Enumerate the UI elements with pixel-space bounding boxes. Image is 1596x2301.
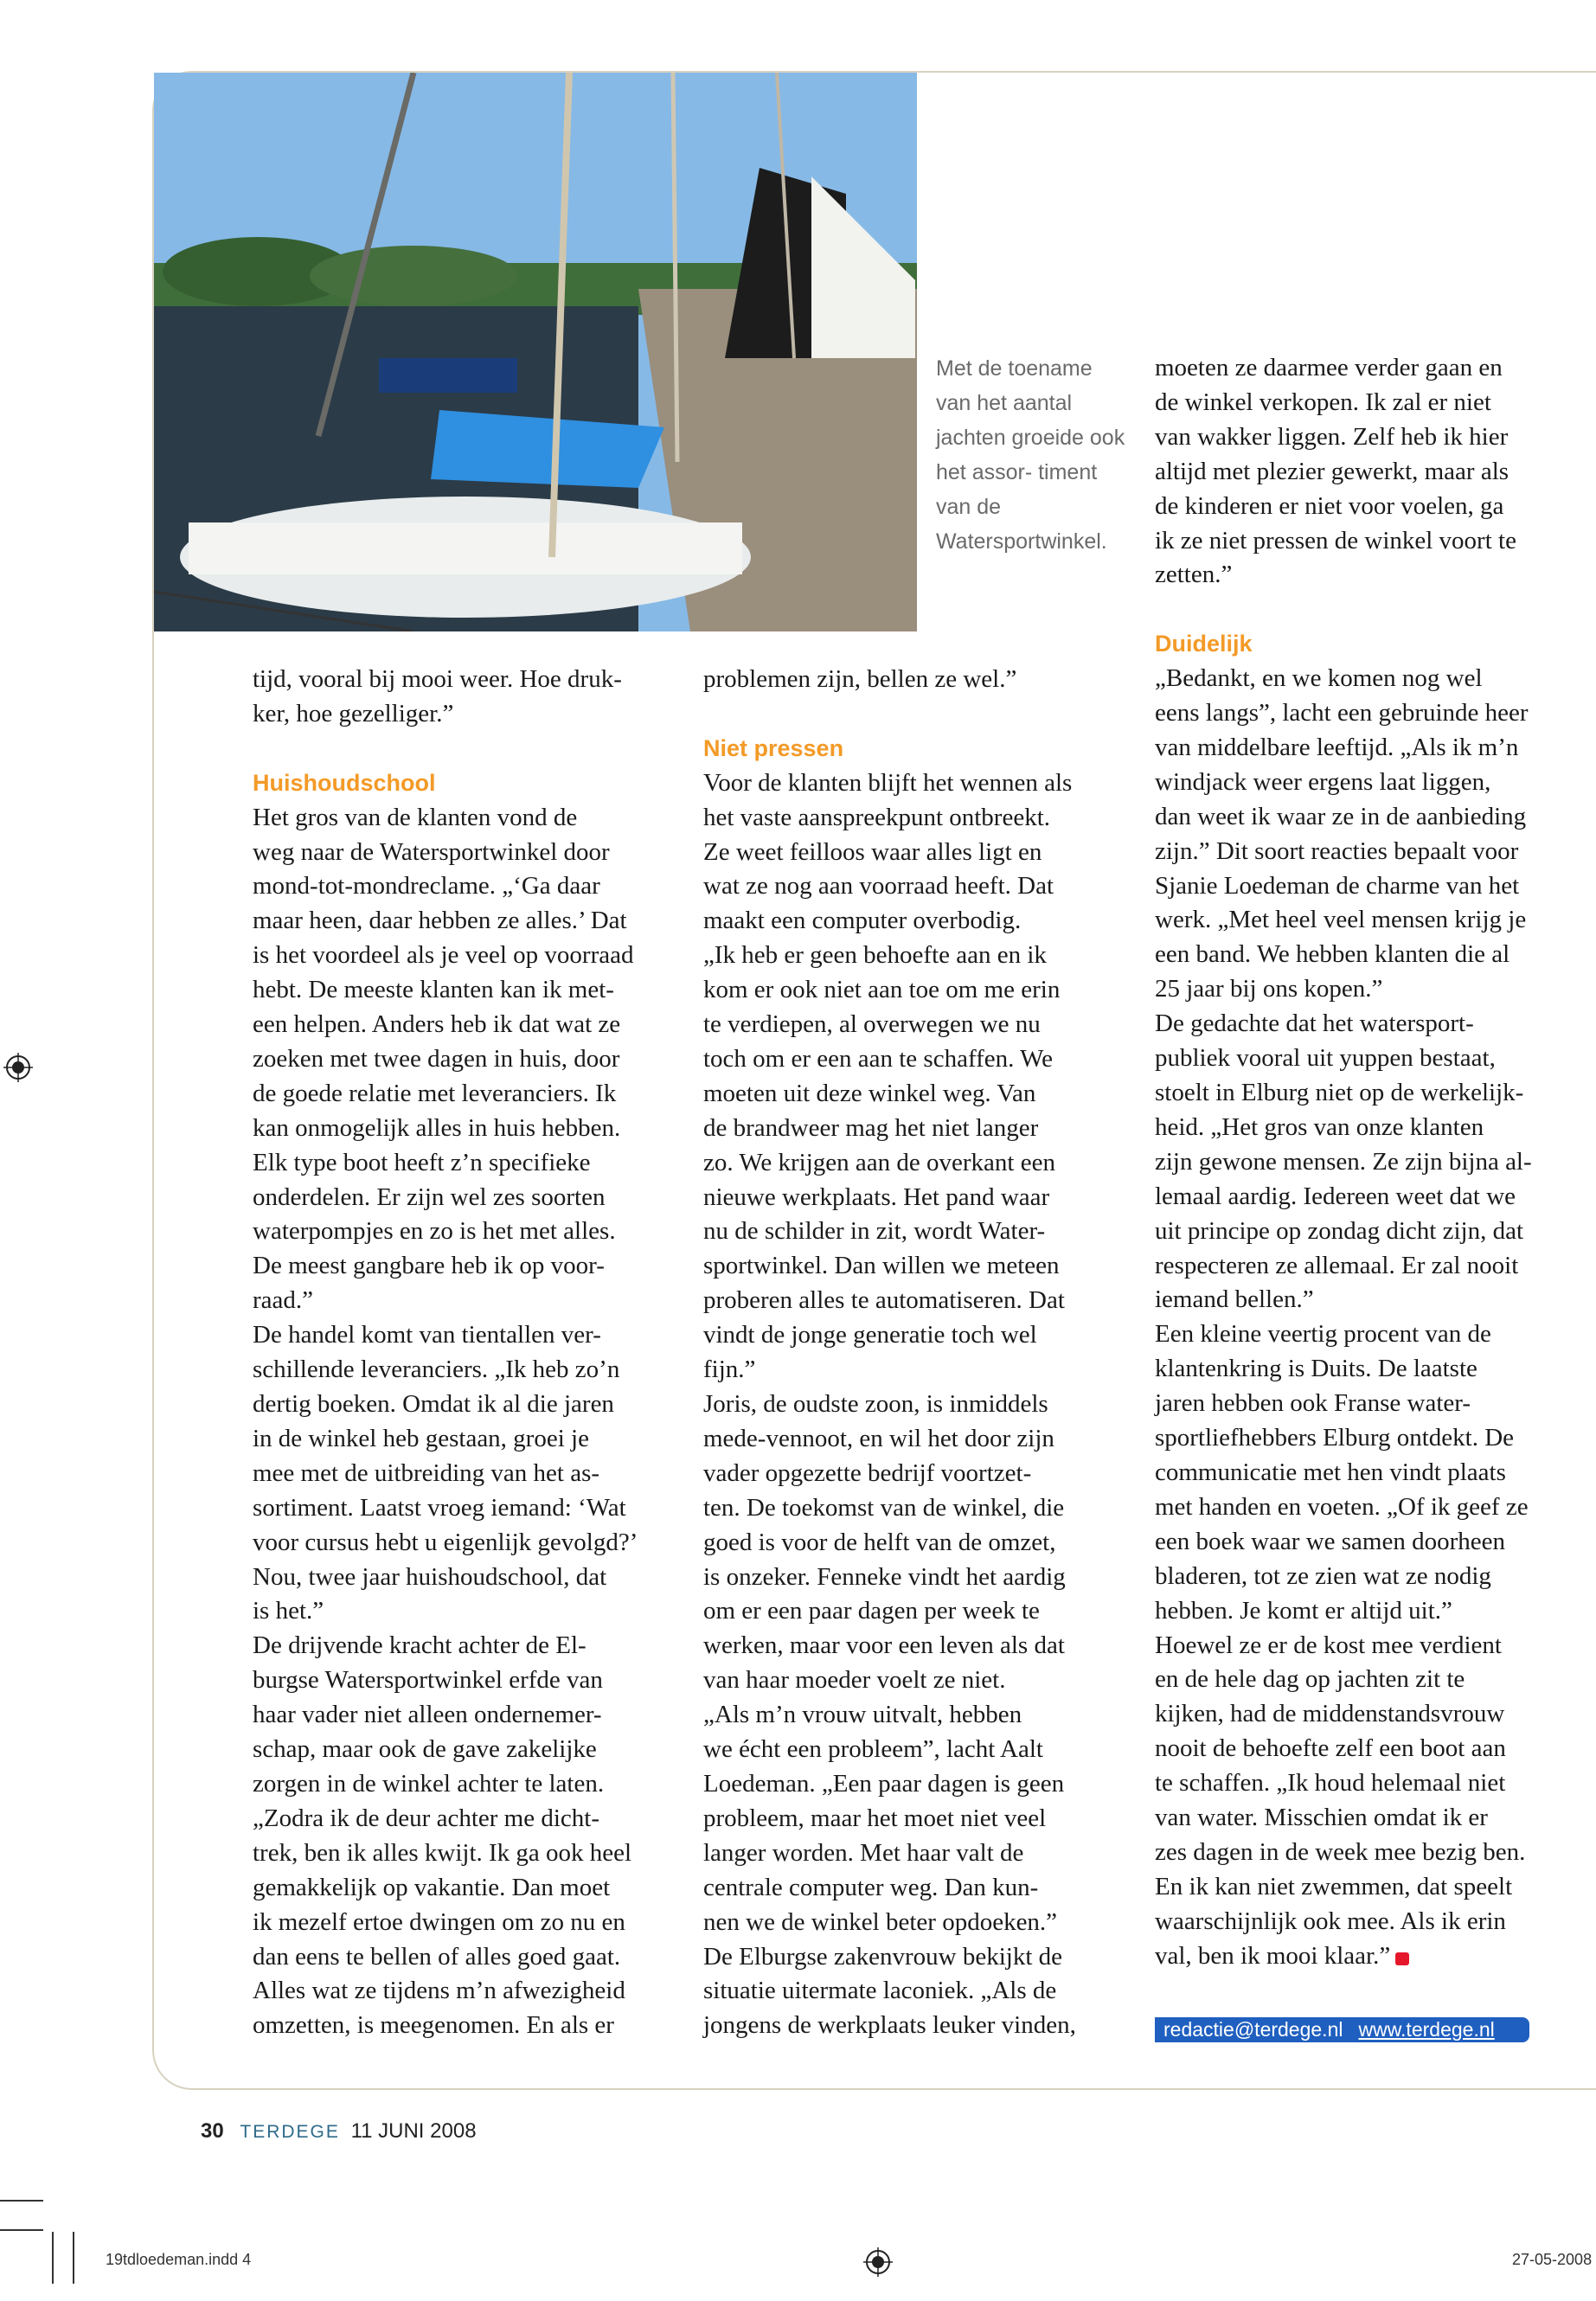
website-link[interactable]: www.terdege.nl [1358,2018,1495,2041]
crop-mark [52,2232,54,2284]
registration-mark-icon [863,2247,893,2277]
slug-filename: 19tdloedeman.indd 4 [106,2251,252,2268]
paragraph-text: Hoewel ze er de kost mee verdient en de hele dag op jachten zit te kijken, had de middenstandsvrouw nooit de behoefte zelf een boot aan te schaffen. „Ik houd helemaal niet van water. Misschien omdat ik er zes dagen in de week mee bezig ben. En ik kan niet zwemmen, dat speelt waarschijnlijk ook mee. Als ik erin val, ben ik mooi klaar.” [1155,1631,1526,1970]
issue-date: 11 JUNI 2008 [350,2119,477,2143]
paragraph: moeten ze daarmee verder gaan en de winkel verkopen. Ik zal er niet van wakker liggen. Zelf heb ik hier altijd met plezier gewerkt, maar als de kinderen er niet voor voelen, ga ik ze niet pressen de winkel voort te zetten.” [1155,354,1516,589]
paragraph: Een kleine veertig procent van de klantenkring is Duits. De laatste jaren hebben ook Franse water- sportliefhebbers Elburg ontdekt. De communicatie met hen vindt plaats met handen en voeten. „Of ik geef ze een boek waar we samen doorheen bladeren, tot ze zien wat ze nodig hebben. Je komt er altijd uit.” [1155,1320,1529,1625]
paragraph: De drijvende kracht achter de El- burgse Watersportwinkel erfde van haar vader niet alleen ondernemer- schap, maar ook de gave zakelijke zorgen in de winkel achter te laten. „Zodra ik de deur achter me dicht- trek, ben ik alles kwijt. Ik ga ook heel gemakkelijk op vakantie. Dan moet ik mezelf ertoe dwingen om zo nu en dan eens te bellen of alles goed gaat. Alles wat ze tijdens m’n afwezigheid omzetten, is meegenomen. En als er [253,1631,632,2040]
article-column-2 [703,663,1136,2043]
crop-mark [0,2200,43,2202]
harbour-photo [154,73,917,631]
article-column-1 [253,663,668,2043]
article-column-3 [1155,351,1587,1974]
paragraph: Voor de klanten blijft het wennen als het vaste aanspreekpunt ontbreekt. Ze weet feilloos waar alles ligt en wat ze nog aan voorraad heeft. Dat maakt een computer overbodig. „Ik heb er geen behoefte aan en ik kom er ook niet aan toe om me erin te verdiepen, al overwegen we nu toch om er een aan te schaffen. We moeten uit deze winkel weg. Van de brandweer mag het niet langer zo. We krijgen aan de overkant een nieuwe werkplaats. Het pand waar nu de schilder in zit, wordt Water- sportwinkel. Dan willen we meteen proberen alles te automatiseren. Dat vindt de jonge generatie toch wel fijn.” [703,768,1073,1384]
slug-date: 27-05-2008 [1512,2251,1593,2268]
paragraph: De handel komt van tientallen ver- schillende leveranciers. „Ik heb zo’n dertig boeken. Omdat ik al die jaren in de winkel heb gestaan, groei je mee met de uitbreiding van het as- sortiment. Laatst vroeg iemand: ‘Wat voor cursus hebt u eigenlijk gevolgd?’ Nou, twee jaar huishoudschool, dat is het.” [253,1321,638,1625]
paragraph [1155,1629,1587,1974]
photo-caption: Met de toename van het aantal jachten groeide ook het assor- timent van de Watersportwinkel. [936,356,1125,554]
end-of-article-mark [1395,1952,1409,1965]
paragraph: Het gros van de klanten vond de weg naar de Watersportwinkel door mond-tot-mondreclame. „‘Ga daar maar heen, daar hebben ze alles.’ Dat is het voordeel als je veel op voorraad hebt. De meeste klanten kan ik met- een helpen. Anders heb ik dat wat ze zoeken met twee dagen in huis, door de goede relatie met leveranciers. Ik kan onmogelijk alles in huis hebben. Elk type boot heeft z’n specifieke onderdelen. Er zijn wel zes soorten waterpompjes en zo is het met alles. De meest gangbare heb ik op voor- raad.” [253,803,634,1315]
crop-mark [0,2229,43,2231]
registration-mark-icon [3,1053,33,1082]
sailboats-harbour-image [154,73,917,631]
email-link[interactable]: redactie@terdege.nl [1163,2018,1343,2041]
page-footer [201,2119,477,2144]
section-heading: Niet pressen [703,734,844,761]
paragraph: Joris, de oudste zoon, is inmiddels mede-vennoot, en wil het door zijn vader opgezette bedrijf voortzet- ten. De toekomst van de winkel, die goed is voor de helft van de omzet, is onzeker. Fenneke vindt het aardig om er een paar dagen per week te werken, maar voor een leven als dat van haar moeder voelt ze niet. „Als m’n vrouw uitvalt, hebben we écht een probleem”, lacht Aalt Loedeman. „Een paar dagen is geen probleem, maar het moet niet veel langer worden. Met haar valt de centrale computer weg. Dan kun- nen we de winkel beter opdoeken.” [703,1390,1066,1936]
crop-mark [73,2232,74,2284]
section-heading: Duidelijk [1155,631,1253,657]
contact-bar [1155,2017,1529,2042]
page-number: 30 [201,2119,224,2143]
paragraph: tijd, vooral bij mooi weer. Hoe druk- ker, hoe gezelliger.” [253,665,622,727]
section-heading: Huishoudschool [253,769,436,796]
paragraph: „Bedankt, en we komen nog wel eens langs”, lacht een gebruinde heer van middelbare leeftijd. „Als ik m’n windjack weer ergens laat liggen, dan weet ik waar ze in de aanbieding zijn.” Dit soort reacties bepaalt voor Sjanie Loedeman de charme van het werk. „Met heel veel mensen krijg je een band. We hebben klanten die al 25 jaar bij ons kopen.” [1155,664,1529,1003]
paragraph: problemen zijn, bellen ze wel.” [703,665,1017,693]
magazine-name: TERDEGE [240,2122,340,2142]
paragraph: De gedachte dat het watersport- publiek vooral uit yuppen bestaat, stoelt in Elburg niet op de werkelijk- heid. „Het gros van onze klanten zijn gewone mensen. Ze zijn bijna al- lemaal aardig. Iedereen weet dat we uit principe op zondag dicht zijn, dat respecteren ze allemaal. Er zal nooit iemand bellen.” [1155,1009,1532,1314]
paragraph: De Elburgse zakenvrouw bekijkt de situatie uitermate laconiek. „Als de jongens de werkplaats leuker vinden, [703,1942,1076,2040]
